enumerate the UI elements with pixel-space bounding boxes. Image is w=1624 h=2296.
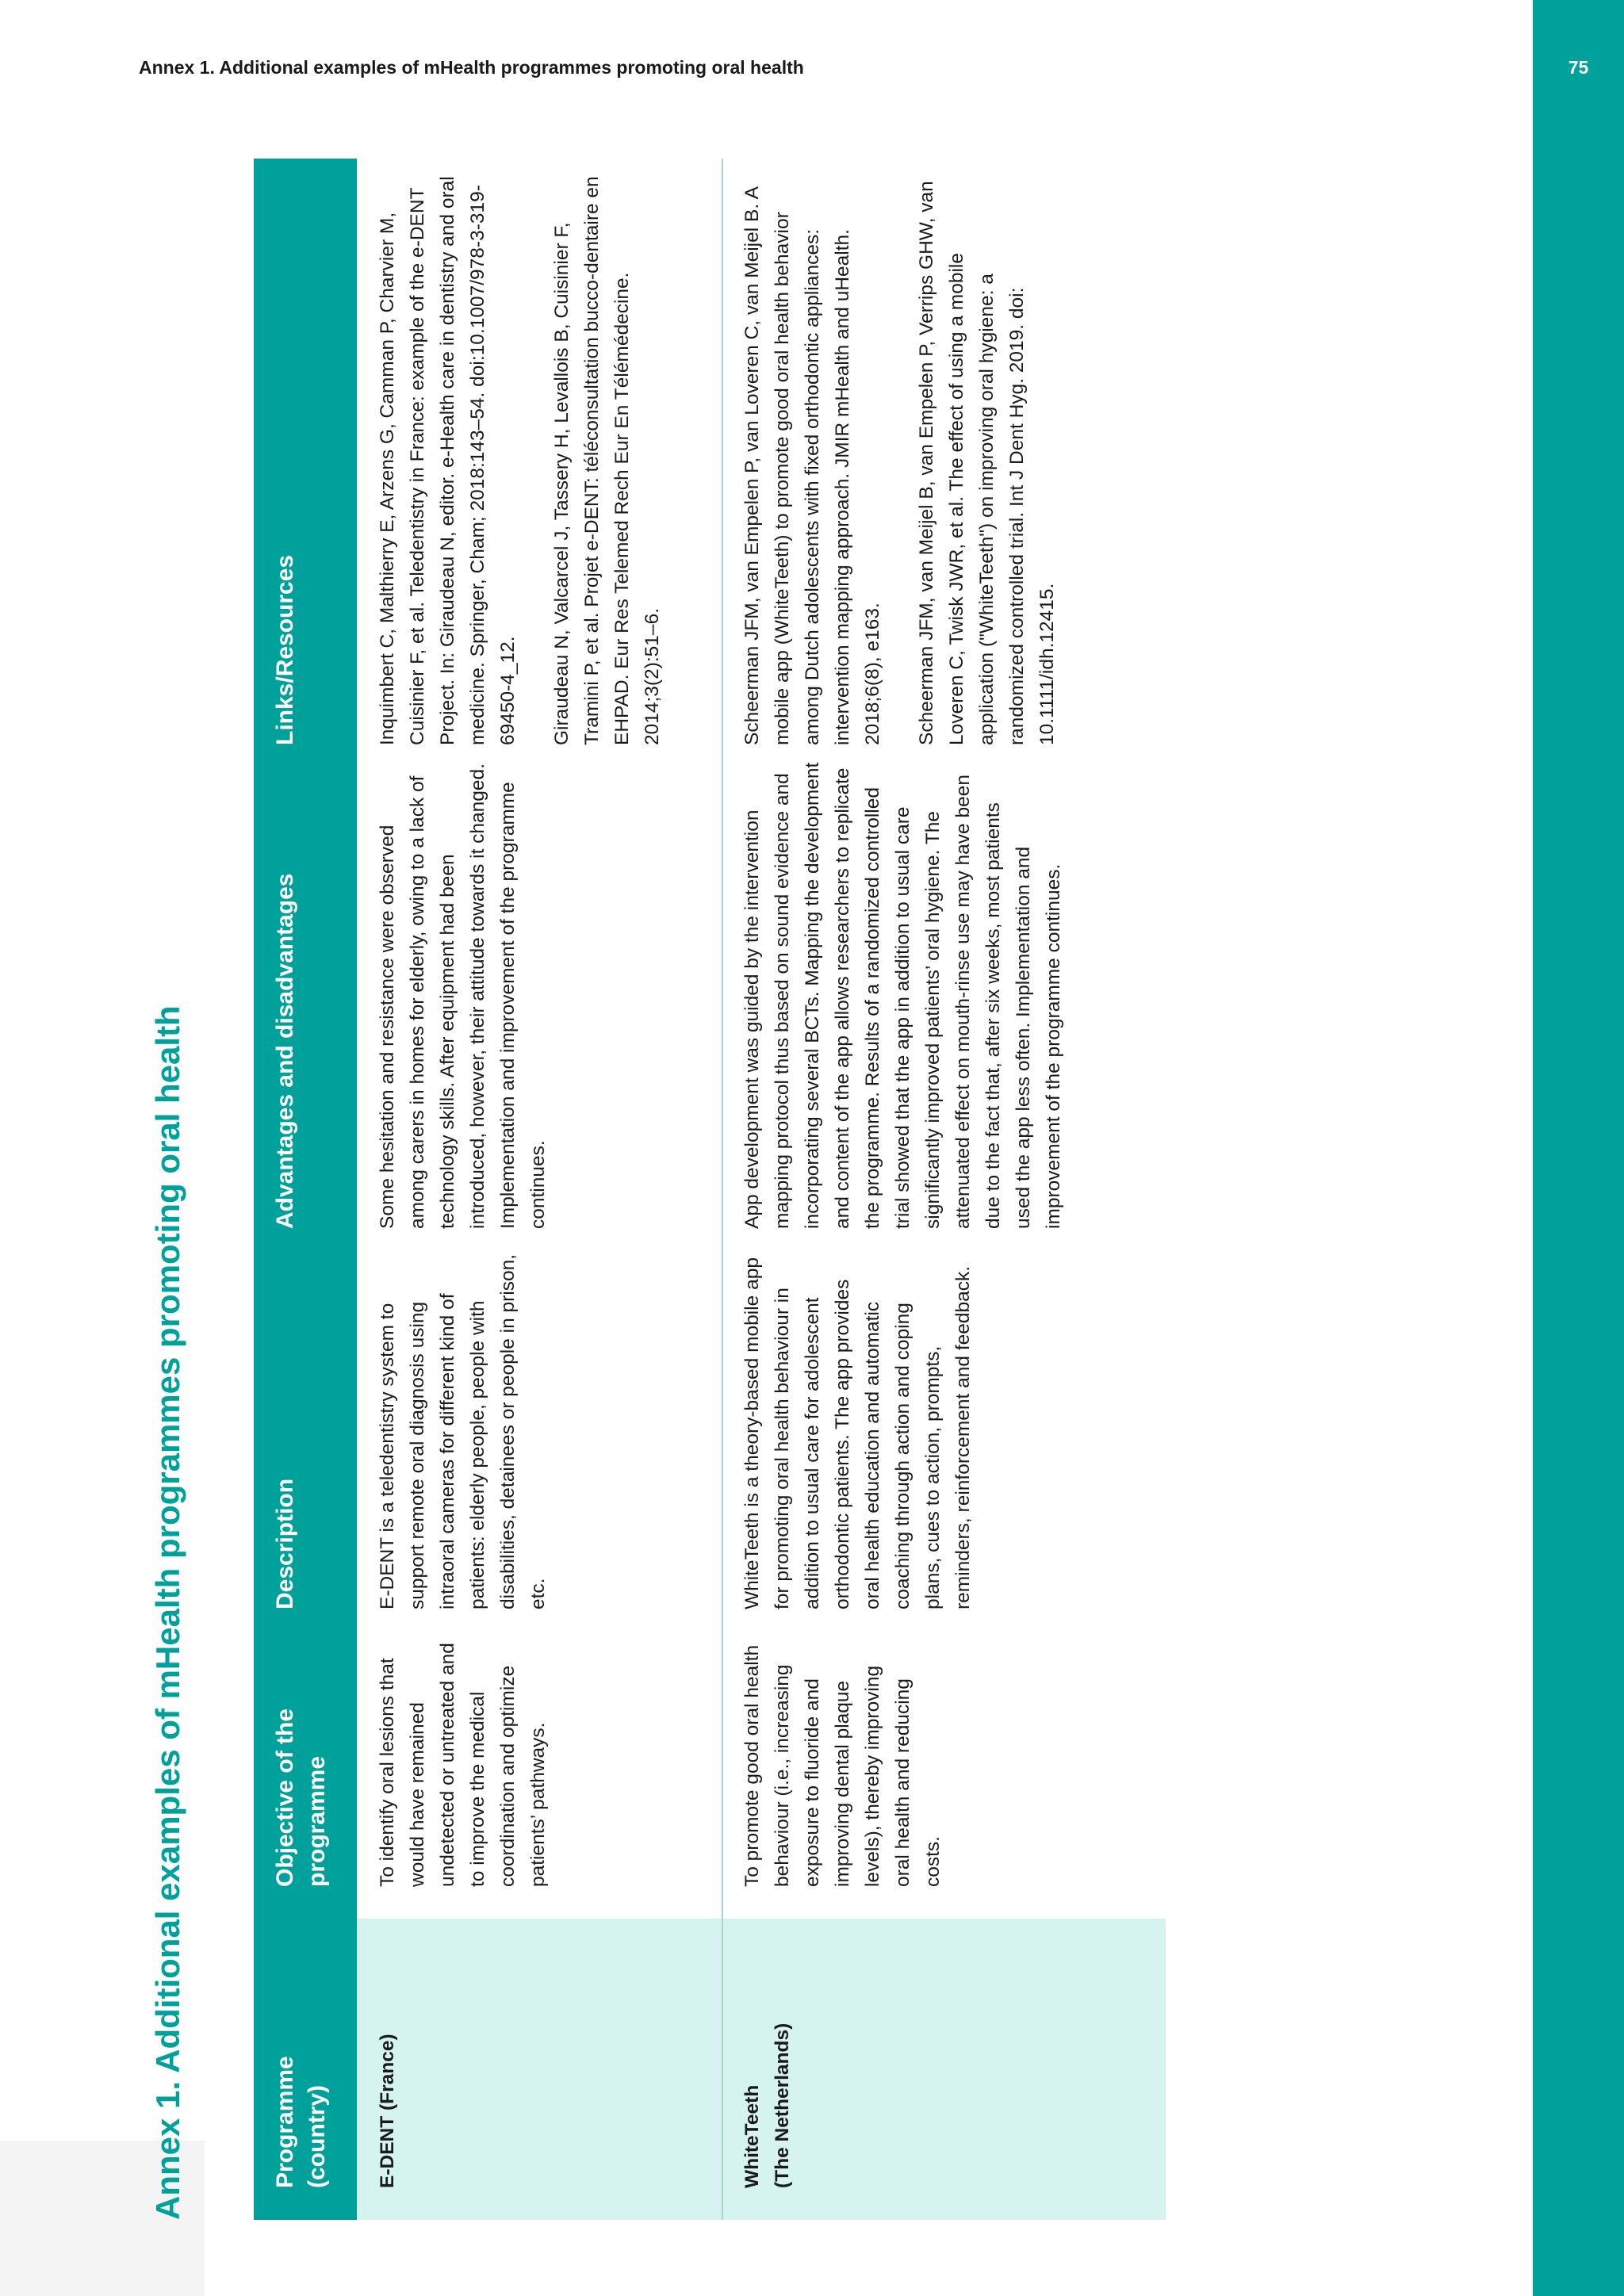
header-description: Description [272, 1478, 298, 1609]
row1-programme: E-DENT (France) [377, 2034, 398, 2188]
row2-programme [737, 1934, 798, 2188]
rotated-annex-page [135, 159, 1166, 2220]
header-links: Links/Resources [272, 554, 298, 745]
row2-programme-country: (The Netherlands) [772, 2022, 793, 2188]
programmes-table [254, 159, 1166, 2220]
header-programme: Programme (country) [272, 2056, 330, 2188]
header-objective: Objective of the programme [272, 1708, 330, 1887]
row1-links [373, 174, 668, 745]
row1-reference-1: Inquimbert C, Malthierry E, Arzens G, Camman P, Charvier M, Cuisinier F, et al. Teledentistry in France: example of the e-DENT Project. In: Giraudeau N, editor. e-Health care in dentistry and oral medicine. Springer, Cham; 2018:143–54. doi:10.1007/978-3-319-69450-4_12. [377, 176, 519, 745]
row2-programme-name: WhiteTeeth [741, 2084, 763, 2188]
row1-description: E-DENT is a teledentistry system to support remote oral diagnosis using intraoral cameras for different kind of patients: elderly people, people with disabilities, detainees or people in prison, etc. [377, 1253, 549, 1609]
row2-advantages: App development was guided by the intervention mapping protocol thus based on sound evidence and incorporating several BCTs. Mapping the development and content of the app allows researchers to replicate the programme. Results of a randomized controlled trial showed that the app in addition to usual care significantly improved patients’ oral hygiene. The attenuated effect on mouth-rinse use may have been due to the fact that, after six weeks, most patients used the app less often. Implementation and improvement of the programme continues. [741, 762, 1064, 1229]
row2-objective: To promote good oral health behaviour (i.e., increasing exposure to fluoride and improving dental plaque levels), thereby improving oral health and reducing costs. [741, 1644, 944, 1887]
row1-advantages: Some hesitation and resistance were observed among carers in homes for elderly, owing to a lack of technology skills. After equipment had been introduced, however, their attitude towards it changed. Implementation and improvement of the programme continues. [377, 763, 549, 1229]
header-advantages: Advantages and disadvantages [272, 873, 298, 1229]
side-color-band [1533, 0, 1624, 2296]
page-title: Annex 1. Additional examples of mHealth programmes promoting oral health [149, 1005, 186, 2220]
row2-reference-2: Scheerman JFM, van Meijel B, van Empelen P, Verrips GHW, van Loveren C, Twisk JWR, et al. The effect of using a mobile application ("WhiteTeeth") on improving oral hygiene: a randomized controlled trial. Int J Dent Hyg. 2019. doi: 10.1111/idh.12415. [916, 181, 1058, 745]
row2-reference-1: Scheerman JFM, van Empelen P, van Loveren C, van Meijel B. A mobile app (WhiteTeeth) to promote good oral health behavior among Dutch adolescents with fixed orthodontic appliances: intervention mapping approach. JMIR mHealth and uHealth. 2018;6(8), e163. [741, 187, 883, 745]
row1-reference-2: Giraudeau N, Valcarcel J, Tassery H, Levallois B, Cuisinier F, Tramini P, et al. Projet e-DENT: téléconsultation bucco-dentaire en EHPAD. Eur Res Telemed Rech Eur En Télémédecine. 2014;3(2):51–6. [551, 176, 663, 745]
page-number: 75 [1568, 57, 1589, 78]
row-divider [722, 159, 723, 2220]
row2-description: WhiteTeeth is a theory-based mobile app for promoting oral health behaviour in addition to usual care for adolescent orthodontic patients. The app provides oral health education and automatic coaching through action and coping plans, cues to action, prompts, reminders, reinforcement and feedback. [741, 1257, 974, 1609]
row2-links [737, 174, 1063, 745]
running-header: Annex 1. Additional examples of mHealth programmes promoting oral health [139, 57, 804, 78]
row1-objective: To identify oral lesions that would have remained undetected or untreated and to improve the medical coordination and optimize patients’ pathways. [377, 1643, 549, 1887]
